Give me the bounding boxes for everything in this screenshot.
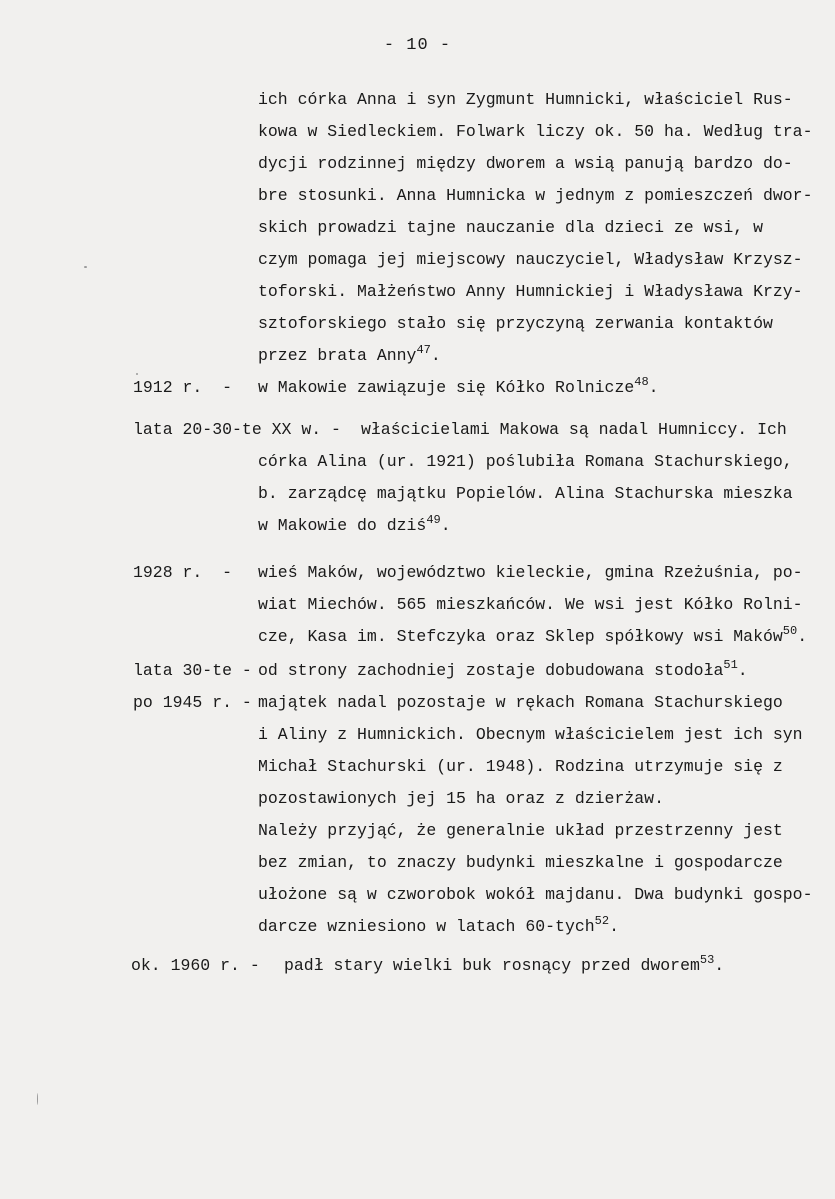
entry-date: po 1945 r. - [133, 693, 252, 712]
text-line: czym pomaga jej miejscowy nauczyciel, Władysław Krzysz- [258, 250, 803, 269]
text-line: właścicielami Makowa są nadal Humniccy. Ich [361, 420, 787, 439]
text-fragment: padł stary wielki buk rosnący przed dworem [284, 956, 700, 975]
text-fragment: darcze wzniesiono w latach 60-tych [258, 917, 595, 936]
text-line: ich córka Anna i syn Zygmunt Humnicki, właściciel Rus- [258, 90, 793, 109]
footnote-ref: 47 [416, 343, 431, 357]
footnote-ref: 52 [594, 914, 610, 928]
scan-speck [136, 373, 138, 375]
text-line [258, 377, 659, 399]
text-line [258, 916, 619, 938]
text-line: córka Alina (ur. 1921) poślubiła Romana Stachurskiego, [258, 452, 793, 471]
text-line: dycji rodzinnej między dworem a wsią panują bardzo do- [258, 154, 793, 173]
scan-speck [84, 266, 87, 268]
footnote-ref: 53 [699, 953, 715, 967]
punctuation: . [609, 917, 619, 936]
punctuation: . [737, 661, 748, 680]
footnote-ref: 49 [426, 513, 441, 527]
entry-date: ok. 1960 r. - [131, 956, 260, 975]
footnote-ref: 51 [723, 658, 738, 672]
text-line: Należy przyjąć, że generalnie układ przestrzenny jest [258, 821, 783, 840]
text-line: skich prowadzi tajne nauczanie dla dzieci ze wsi, w [258, 218, 763, 237]
text-fragment: cze, Kasa im. Stefczyka oraz Sklep spółkowy wsi Maków [258, 627, 783, 646]
text-line [258, 515, 451, 537]
punctuation: . [648, 378, 659, 397]
text-line: b. zarządcę majątku Popielów. Alina Stachurska mieszka [258, 484, 793, 503]
text-line [284, 955, 724, 977]
text-fragment: przez brata Anny [258, 346, 417, 365]
footnote-ref: 48 [634, 375, 649, 389]
entry-date: lata 20-30-te XX w. - [133, 420, 341, 439]
entry-date: lata 30-te - [133, 661, 252, 680]
punctuation: . [440, 516, 451, 535]
page-number: - 10 - [383, 36, 452, 55]
text-line [258, 626, 807, 648]
text-line: sztoforskiego stało się przyczyną zerwania kontaktów [258, 314, 773, 333]
footnote-ref: 50 [782, 624, 798, 638]
entry-date: 1928 r. - [133, 563, 233, 582]
punctuation: . [714, 956, 725, 975]
text-fragment: od strony zachodniej zostaje dobudowana stodoła [258, 661, 724, 680]
text-line: ułożone są w czworobok wokół majdanu. Dwa budynki gospo- [258, 885, 813, 904]
text-fragment: w Makowie do dziś [258, 516, 427, 535]
text-line: bez zmian, to znaczy budynki mieszkalne i gospodarcze [258, 853, 783, 872]
text-line: toforski. Małżeństwo Anny Humnickiej i Władysława Krzy- [258, 282, 803, 301]
text-fragment: w Makowie zawiązuje się Kółko Rolnicze [258, 378, 635, 397]
text-line: wiat Miechów. 565 mieszkańców. We wsi jest Kółko Rolni- [258, 595, 803, 614]
text-line [258, 660, 748, 682]
text-line: kowa w Siedleckiem. Folwark liczy ok. 50 ha. Według tra- [258, 122, 813, 141]
text-line [258, 345, 441, 367]
entry-date: 1912 r. - [133, 378, 233, 397]
scan-speck [37, 1093, 38, 1105]
text-line: bre stosunki. Anna Humnicka w jednym z pomieszczeń dwor- [258, 186, 813, 205]
text-line: Michał Stachurski (ur. 1948). Rodzina utrzymuje się z [258, 757, 783, 776]
text-line: i Aliny z Humnickich. Obecnym właścicielem jest ich syn [258, 725, 803, 744]
text-line: wieś Maków, województwo kieleckie, gmina Rzeżuśnia, po- [258, 563, 803, 582]
text-line: pozostawionych jej 15 ha oraz z dzierżaw. [258, 789, 664, 808]
punctuation: . [430, 346, 441, 365]
punctuation: . [797, 627, 808, 646]
text-line: majątek nadal pozostaje w rękach Romana Stachurskiego [258, 693, 783, 712]
